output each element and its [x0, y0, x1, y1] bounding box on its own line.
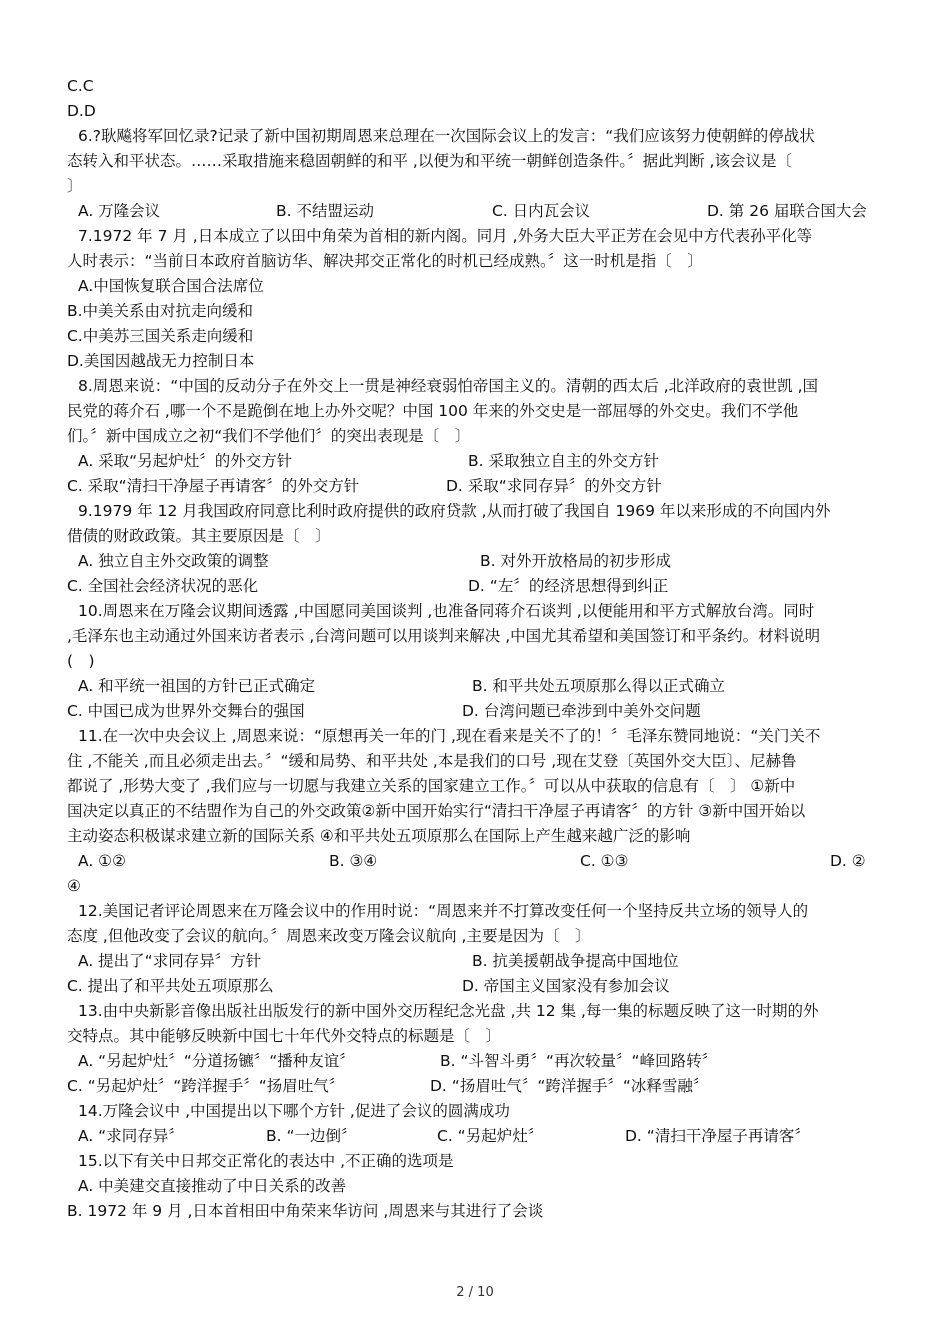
option: C. 提出了和平共处五项原那么	[67, 977, 274, 995]
question-9-options-row1	[0, 549, 950, 574]
question-13-stem: 13.由中央新影音像出版社出版发行的新中国外交历程纪念光盘 ,共 12 集 ,每一集的标题反映了这一时期的外	[78, 1002, 819, 1020]
option: D. 台湾问题已牵涉到中美外交问题	[462, 702, 701, 720]
question-14-options	[0, 1124, 950, 1149]
option: B. “一边倒〞	[266, 1127, 357, 1145]
option: C. “另起炉灶〞“跨洋握手〞“扬眉吐气〞	[67, 1077, 345, 1095]
text-line: 交特点。其中能够反映新中国七十年代外交特点的标题是〔 〕	[67, 1027, 502, 1045]
option: C. 中国已成为世界外交舞台的强国	[67, 702, 305, 720]
option: A. ①②	[78, 852, 126, 870]
option: A. “求同存异〞	[78, 1127, 184, 1145]
option: A. “另起炉灶〞“分道扬镳〞“播种友谊〞	[78, 1052, 355, 1070]
text-line: 住 ,不能关 ,而且必须走出去。〞“缓和局势、和平共处 ,本是我们的口号 ,现在艾登〔英国外交大臣〕、尼赫鲁	[67, 752, 797, 770]
option: D. ②	[830, 852, 866, 870]
text-line: ( )	[67, 652, 95, 670]
text-line: C.C	[67, 77, 94, 95]
option: D. 采取“求同存异〞的外交方针	[446, 477, 662, 495]
option: D.美国因越战无力控制日本	[67, 352, 255, 370]
option: A. 提出了“求同存异〞方针	[78, 952, 262, 970]
text-line: ,毛泽东也主动通过外国来访者表示 ,台湾问题可以用谈判来解决 ,中国尤其希望和美国签订和平条约。材料说明	[67, 627, 821, 645]
question-10-options-row2	[0, 699, 950, 724]
option: C. 全国社会经济状况的恶化	[67, 577, 259, 595]
question-6-options	[0, 199, 950, 224]
question-9-stem: 9.1979 年 12 月我国政府同意比利时政府提供的政府贷款 ,从而打破了我国自 1969 年以来形成的不向国内外	[78, 502, 831, 520]
question-14-stem: 14.万隆会议中 ,中国提出以下哪个方针 ,促进了会议的圆满成功	[78, 1102, 510, 1120]
option: C.中美苏三国关系走向缓和	[67, 327, 254, 345]
text-line: 国决定以真正的不结盟作为自己的外交政策②新中国开始实行“清扫干净屋子再请客〞的方针 ③新中国开始以	[67, 802, 806, 820]
question-15-stem: 15.以下有关中日邦交正常化的表达中 ,不正确的选项是	[78, 1152, 454, 1170]
text-line: 们。〞新中国成立之初“我们不学他们〞的突出表现是〔 〕	[67, 427, 471, 445]
question-10-options-row1	[0, 674, 950, 699]
option: B. 对外开放格局的初步形成	[480, 552, 671, 570]
text-line: 人时表示：“当前日本政府首脑访华、解决邦交正常化的时机已经成熟。〞这一时机是指〔 〕	[67, 252, 703, 270]
page-number: 2 / 10	[456, 1285, 494, 1300]
text-line: 〕	[67, 177, 83, 195]
text-line: 都说了 ,形势大变了 ,我们应与一切愿与我建立关系的国家建立工作。〞可以从中获取的信息有〔 〕 ①新中	[67, 777, 796, 795]
question-8-stem: 8.周恩来说：“中国的反动分子在外交上一贯是神经衰弱怕帝国主义的。清朝的西太后 ,北洋政府的袁世凯 ,国	[78, 377, 819, 395]
text-line: D.D	[67, 102, 96, 120]
option: D. 第 26 届联合国大会	[707, 202, 867, 220]
option: C. 日内瓦会议	[492, 202, 591, 220]
question-12-options-row1	[0, 949, 950, 974]
option: B. ③④	[329, 852, 378, 870]
option: B. 抗美援朝战争提高中国地位	[472, 952, 679, 970]
option: A. 中美建交直接推动了中日关系的改善	[78, 1177, 347, 1195]
text-line: 借债的财政政策。其主要原因是〔 〕	[67, 527, 331, 545]
option: A. 和平统一祖国的方针已正式确定	[78, 677, 316, 695]
text-line: 态转入和平状态。……采取措施来稳固朝鲜的和平 ,以便为和平统一朝鲜创造条件。〞据此判断 ,该会议是〔	[67, 152, 792, 170]
question-8-options-row2	[0, 474, 950, 499]
text-line: 民党的蒋介石 ,哪一个不是跪倒在地上办外交呢？中国 100 年来的外交史是一部屈辱的外交史。我们不学他	[67, 402, 799, 420]
option: A. 独立自主外交政策的调整	[78, 552, 269, 570]
question-11-stem: 11.在一次中央会议上 ,周恩来说：“原想再关一年的门 ,现在看来是关不了的！〞毛泽东赞同地说：“关门关不	[78, 727, 821, 745]
question-12-options-row2	[0, 974, 950, 999]
option: B. “斗智斗勇〞“再次较量〞“峰回路转〞	[440, 1052, 718, 1070]
text-line: 主动姿态积极谋求建立新的国际关系 ④和平共处五项原那么在国际上产生越来越广泛的影响	[67, 827, 691, 845]
question-9-options-row2	[0, 574, 950, 599]
option: C. “另起炉灶〞	[437, 1127, 544, 1145]
question-6-stem: 6.?耿飚将军回忆录?记录了新中国初期周恩来总理在一次国际会议上的发言：“我们应该努力使朝鲜的停战状	[78, 127, 815, 145]
text-line: 态度 ,但他改变了会议的航向。〞周恩来改变万隆会议航向 ,主要是因为〔 〕	[67, 927, 591, 945]
option: D. “左〞的经济思想得到纠正	[468, 577, 669, 595]
option: B. 不结盟运动	[276, 202, 374, 220]
option: A. 采取“另起炉灶〞的外交方针	[78, 452, 293, 470]
option: B. 1972 年 9 月 ,日本首相田中角荣来华访问 ,周恩来与其进行了会谈	[67, 1202, 544, 1220]
question-10-stem: 10.周恩来在万隆会议期间透露 ,中国愿同美国谈判 ,也准备同蒋介石谈判 ,以便能用和平方式解放台湾。同时	[78, 602, 815, 620]
option: D. “扬眉吐气〞“跨洋握手〞“冰释雪融〞	[430, 1077, 709, 1095]
question-11-options	[0, 849, 950, 874]
option: B. 和平共处五项原那么得以正式确立	[472, 677, 725, 695]
option: D. “清扫干净屋子再请客〞	[625, 1127, 810, 1145]
question-13-options-row1	[0, 1049, 950, 1074]
question-8-options-row1	[0, 449, 950, 474]
option: C. 采取“清扫干净屋子再请客〞的外交方针	[67, 477, 360, 495]
option: B. 采取独立自主的外交方针	[468, 452, 659, 470]
option: A. 万隆会议	[78, 202, 161, 220]
option: D. 帝国主义国家没有参加会议	[462, 977, 670, 995]
question-12-stem: 12.美国记者评论周恩来在万隆会议中的作用时说：“周恩来并不打算改变任何一个坚持反共立场的领导人的	[78, 902, 809, 920]
question-7-stem: 7.1972 年 7 月 ,日本成立了以田中角荣为首相的新内阁。同月 ,外务大臣大平正芳在会见中方代表孙平化等	[78, 227, 813, 245]
question-13-options-row2	[0, 1074, 950, 1099]
option: A.中国恢复联合国合法席位	[78, 277, 264, 295]
text-line: ④	[67, 877, 81, 895]
option: B.中美关系由对抗走向缓和	[67, 302, 254, 320]
option: C. ①③	[580, 852, 629, 870]
